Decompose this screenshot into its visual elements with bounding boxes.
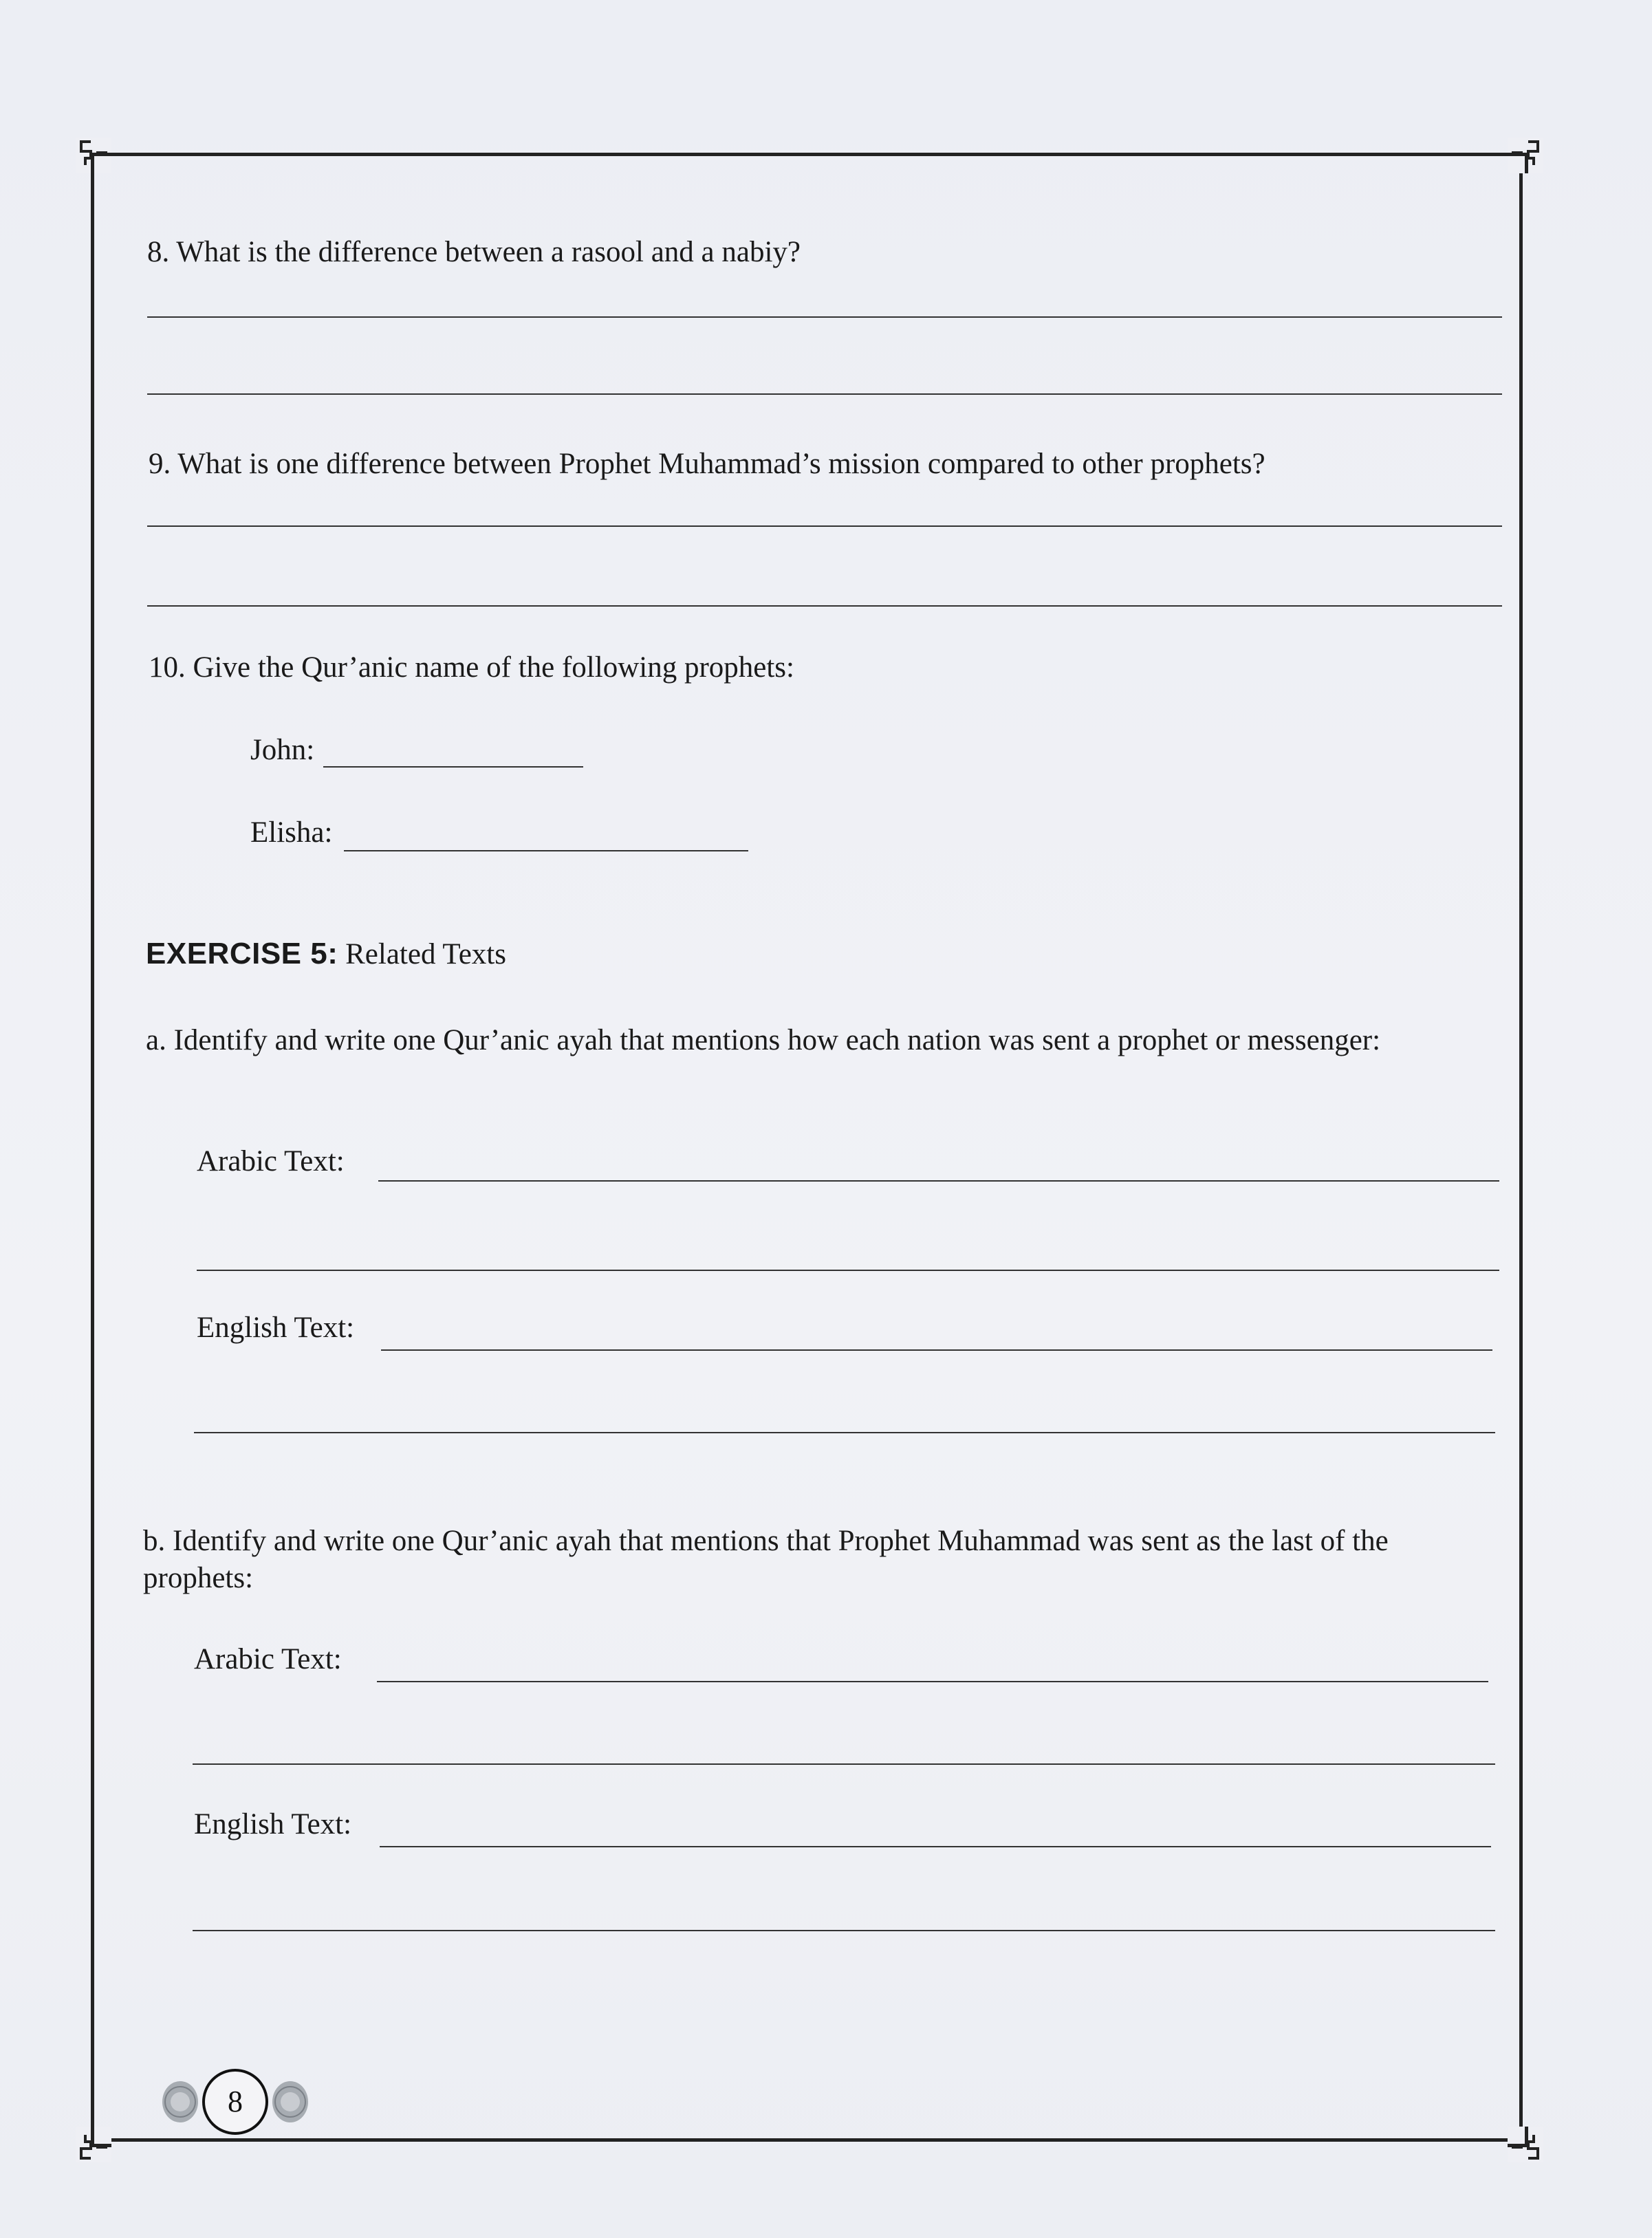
part-a-arabic-line-2[interactable] bbox=[197, 1270, 1499, 1271]
question-8: 8. What is the difference between a rasool and a nabiy? bbox=[147, 236, 801, 268]
part-b-arabic-label: Arabic Text: bbox=[194, 1643, 342, 1675]
exercise-5-label: EXERCISE 5: bbox=[146, 937, 338, 970]
part-b-english-line-1[interactable] bbox=[380, 1846, 1491, 1847]
part-a-english-line-2[interactable] bbox=[194, 1432, 1495, 1433]
part-a-arabic-line-1[interactable] bbox=[378, 1180, 1499, 1182]
elisha-label: Elisha: bbox=[250, 816, 333, 849]
part-a-english-line-1[interactable] bbox=[381, 1349, 1492, 1351]
elisha-answer-line[interactable] bbox=[344, 850, 748, 851]
answer-line-q9-2[interactable] bbox=[147, 605, 1502, 607]
part-b-arabic-line-1[interactable] bbox=[377, 1681, 1488, 1682]
question-9: 9. What is one difference between Prophet Muhammad’s mission compared to other prophets? bbox=[149, 448, 1265, 480]
question-10: 10. Give the Qur’anic name of the following prophets: bbox=[149, 651, 794, 684]
john-label: John: bbox=[250, 734, 315, 766]
page-number: 8 bbox=[228, 2085, 243, 2118]
john-answer-line[interactable] bbox=[323, 766, 583, 768]
exercise-5-part-b: b. Identify and write one Qur’anic ayah that mentions that Prophet Muhammad was sent as the last of the prophets: bbox=[143, 1525, 1389, 1594]
exercise-5-title: Related Texts bbox=[338, 938, 506, 970]
exercise-5-part-a: a. Identify and write one Qur’anic ayah that mentions how each nation was sent a prophet or messenger: bbox=[146, 1024, 1381, 1056]
part-b-english-line-2[interactable] bbox=[193, 1930, 1495, 1931]
part-a-english-label: English Text: bbox=[197, 1312, 355, 1344]
answer-line-q9-1[interactable] bbox=[147, 525, 1502, 527]
part-b-english-label: English Text: bbox=[194, 1808, 352, 1840]
part-b-arabic-line-2[interactable] bbox=[193, 1763, 1495, 1765]
answer-line-q8-2[interactable] bbox=[147, 393, 1502, 395]
answer-line-q8-1[interactable] bbox=[147, 316, 1502, 318]
exercise-5-heading bbox=[146, 935, 506, 973]
part-a-arabic-label: Arabic Text: bbox=[197, 1145, 345, 1177]
